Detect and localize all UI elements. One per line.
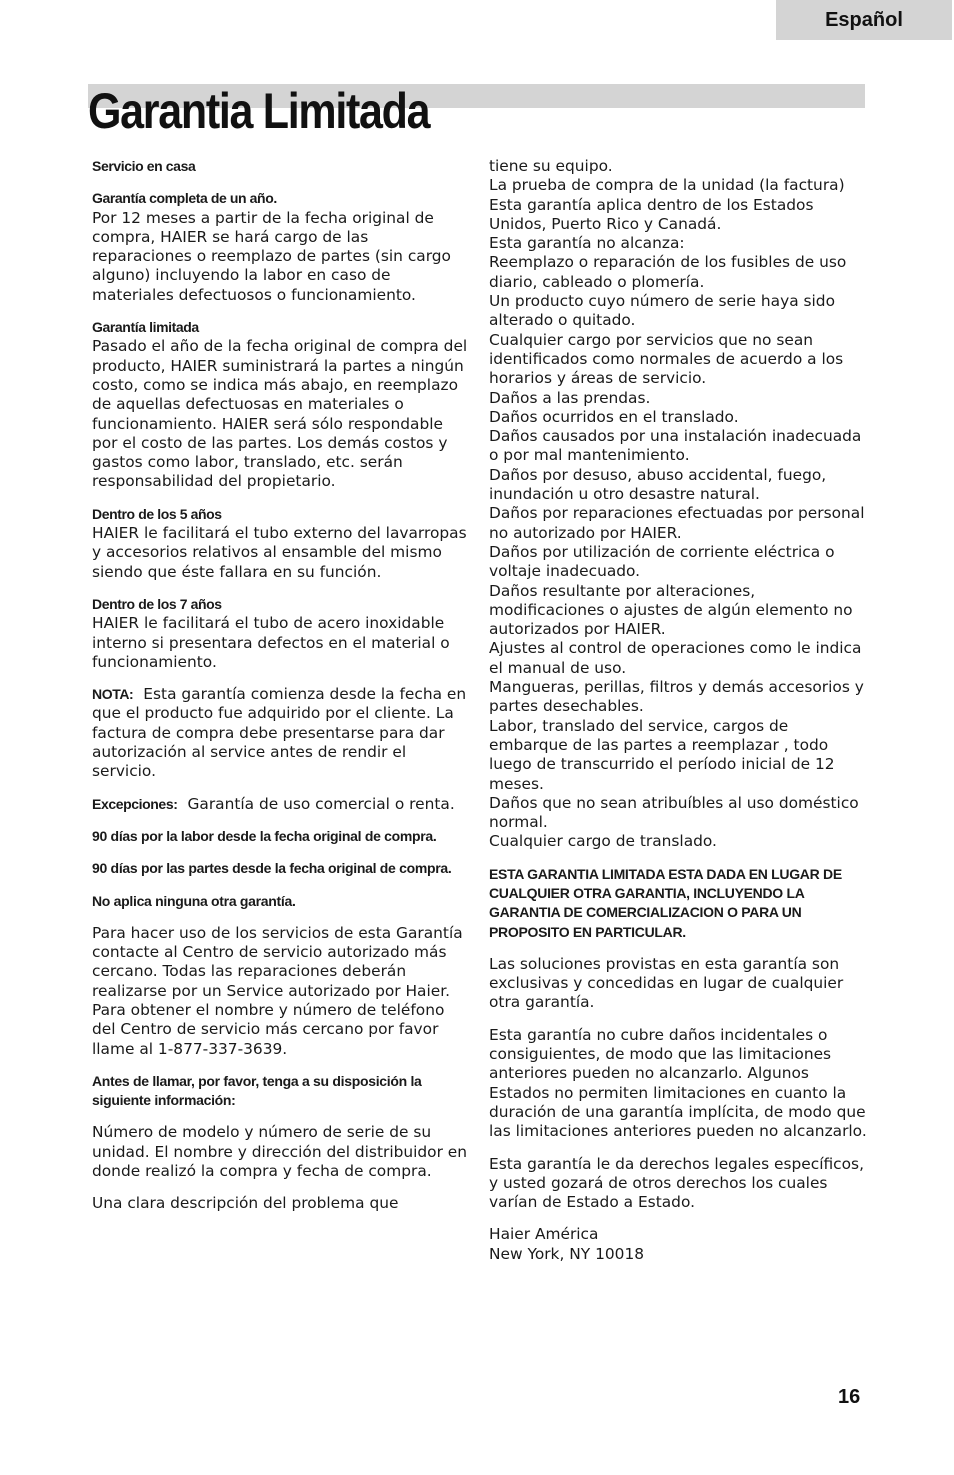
derechos-text: Esta garantía le da derechos legales específicos, y usted gozará de otros derechos los cuales varían de Estado a Estado. bbox=[489, 1154, 864, 1212]
nota-label: NOTA: bbox=[92, 686, 134, 703]
excepciones-label: Excepciones: bbox=[92, 795, 178, 812]
list-item: Daños resultante por alteraciones, modificaciones o ajustes de algún elemento no autorizados por HAIER. bbox=[489, 581, 853, 639]
page-number: 16 bbox=[838, 1386, 861, 1408]
list-item: Cualquier cargo de translado. bbox=[489, 832, 717, 851]
limitada-label: Garantía limitada bbox=[92, 319, 199, 336]
company-name: Haier América bbox=[489, 1225, 599, 1244]
list-item: Reemplazo o reparación de los fusibles de uso diario, cableado o plomería. bbox=[489, 253, 847, 291]
completa-text: Por 12 meses a partir de la fecha original de compra, HAIER se hará cargo de las reparaciones o reemplazo de partes (sin cargo alguno) incluyendo la labor en caso de materiales defectuosos o funcionamiento. bbox=[92, 208, 451, 304]
list-item: Cualquier cargo por servicios que no sean identificados como normales de acuerdo a los horarios y áreas de servicio. bbox=[489, 330, 844, 388]
list-item: Daños causados por una instalación inadecuada o por mal mantenimiento. bbox=[489, 427, 862, 465]
list-item: Mangueras, perillas, filtros y demás accesorios y partes desechables. bbox=[489, 678, 864, 716]
labor-90-text: 90 días por la labor desde la fecha original de compra. bbox=[92, 827, 437, 844]
list-item: Esta garantía aplica dentro de los Estados Unidos, Puerto Rico y Canadá. bbox=[489, 195, 814, 233]
list-item: La prueba de compra de la unidad (la factura) bbox=[489, 176, 845, 195]
list-item: tiene su equipo. bbox=[489, 157, 613, 175]
language-tab: Español bbox=[776, 0, 952, 40]
siete-label: Dentro de los 7 años bbox=[92, 595, 222, 612]
servicios-text: Para hacer uso de los servicios de esta Garantía contacte al Centro de servicio autorizado más cercano. Todas las reparaciones deberán realizarse por un Service autorizado por Haier. Para obtener el nombre y número de teléfono del Centro de servicio más cercano por favor llame al 1-877-337-3639. bbox=[92, 923, 463, 1058]
list-item: Daños por utilización de corriente eléctrica o voltaje inadecuado. bbox=[489, 542, 835, 581]
page-title: Garantia Limitada bbox=[88, 83, 430, 139]
company-address: New York, NY 10018 bbox=[489, 1244, 645, 1263]
list-item: Esta garantía no alcanza: bbox=[489, 234, 685, 253]
list-item: Daños ocurridos en el translado. bbox=[489, 407, 739, 426]
list-item: Un producto cuyo número de serie haya sido alterado o quitado. bbox=[489, 292, 835, 330]
list-item: Daños por reparaciones efectuadas por personal no autorizado por HAIER. bbox=[489, 504, 865, 542]
partes-90-text: 90 días por las partes desde la fecha original de compra. bbox=[92, 860, 452, 877]
list-item: Ajustes al control de operaciones como le indica el manual de uso. bbox=[489, 639, 862, 677]
limited-warranty-caps: ESTA GARANTIA LIMITADA ESTA DADA EN LUGAR DE CUALQUIER OTRA GARANTIA, INCLUYENDO LA GARANTIA DE COMERCIALIZACION O PARA UN PROPOSITO EN PARTICULAR. bbox=[489, 865, 842, 940]
clara-text: Una clara descripción del problema que bbox=[92, 1194, 399, 1213]
nota-text: Esta garantía comienza desde la fecha en que el producto fue adquirido por el cliente. La factura de compra debe presentarse para dar autorización al service antes de rendir el servicio. bbox=[92, 685, 467, 781]
no-aplica-text: No aplica ninguna otra garantía. bbox=[92, 892, 296, 909]
list-item: Labor, translado del service, cargos de embarque de las partes a reemplazar , todo luego de transcurrido el período inicial de 12 meses. bbox=[489, 716, 835, 793]
incidentales-text: Esta garantía no cubre daños incidentales o consiguientes, de modo que las limitaciones anteriores pueden no alcanzarlo. Algunos Estados no permiten limitaciones en cuanto la duración de una garantía implícita, de modo que las limitaciones anteriores pueden no alcanzarlo. bbox=[489, 1025, 867, 1141]
right-column bbox=[489, 157, 869, 1277]
siete-text: HAIER le facilitará el tubo de acero inoxidable interno si presentara defectos en el material o funcionamiento. bbox=[92, 614, 450, 671]
cinco-label: Dentro de los 5 años bbox=[92, 505, 222, 522]
list-item: Daños por desuso, abuso accidental, fuego, inundación u otro desastre natural. bbox=[489, 465, 827, 504]
soluciones-text: Las soluciones provistas en esta garantía son exclusivas y concedidas en lugar de cualquier otra garantía. bbox=[489, 954, 844, 1012]
left-column bbox=[92, 157, 472, 1227]
completa-label: Garantía completa de un año. bbox=[92, 190, 277, 207]
limitada-text: Pasado el año de la fecha original de compra del producto, HAIER suministrará la partes a ningún costo, como se indica más abajo, en reemplazo de aquellas defectuosas en materiales o funcionamiento. HAIER será sólo respondable por el costo de las partes. Los demás costos y gastos como labor, translado, etc. serán responsabilidad del propietario. bbox=[92, 337, 468, 491]
antes-label: Antes de llamar, por favor, tenga a su disposición la siguiente información: bbox=[92, 1072, 422, 1109]
cinco-text: HAIER le facilitará el tubo externo del lavarropas y accesorios relativos al ensamble del mismo siendo que éste fallara en su función. bbox=[92, 524, 467, 581]
excepciones-text: Garantía de uso comercial o renta. bbox=[187, 794, 455, 813]
list-item: Daños que no sean atribuíbles al uso doméstico normal. bbox=[489, 793, 859, 832]
modelo-text: Número de modelo y número de serie de su unidad. El nombre y dirección del distribuidor en donde realizó la compra y fecha de compra. bbox=[92, 1123, 468, 1181]
servicio-label: Servicio en casa bbox=[92, 158, 196, 174]
list-item: Daños a las prendas. bbox=[489, 388, 651, 407]
